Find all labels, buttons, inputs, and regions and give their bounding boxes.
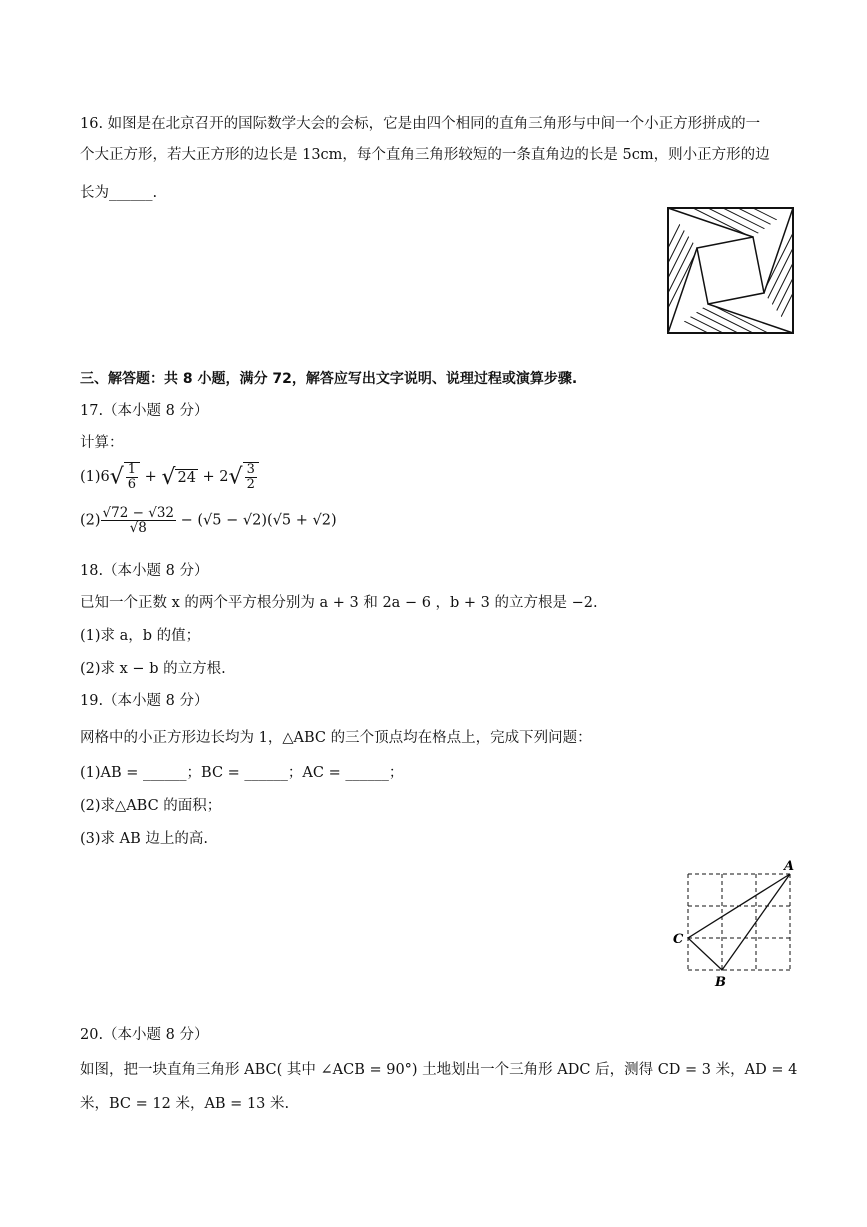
inner-square xyxy=(697,237,764,304)
dashed-grid xyxy=(688,874,790,970)
q20-line-1: 如图，把一块直角三角形 ABC( 其中 ∠ACB = 90°) 土地划出一个三角形 ADC 后，测得 CD = 3 米，AD = 4 xyxy=(80,1062,798,1078)
section-3-heading: 三、解答题：共 8 小题，满分 72，解答应写出文字说明、说理过程或演算步骤. xyxy=(80,371,578,387)
sqrt-three-halves: √ $\frac{3}{2}$ xyxy=(229,462,259,492)
q17-part-1: (1)6√ $\frac{1}{6}$ + √ 24 + 2√ $\frac{3}{2}$ xyxy=(80,462,259,492)
q20-line-2: 米，BC = 12 米，AB = 13 米. xyxy=(80,1096,290,1112)
q20-header: 20.（本小题 8 分） xyxy=(80,1027,209,1043)
vertex-label-b: B xyxy=(715,975,726,990)
q18-stem: 已知一个正数 x 的两个平方根分别为 a + 3 和 2a − 6 ，b + 3 的立方根是 −2. xyxy=(80,595,598,611)
q17-header: 17.（本小题 8 分） xyxy=(80,403,209,419)
q16-line-3: 长为______. xyxy=(80,185,158,201)
sqrt-24: √ 24 xyxy=(161,464,196,490)
q17-p2-label: (2) xyxy=(80,512,101,529)
triangle-abc xyxy=(688,874,790,970)
q19-header: 19.（本小题 8 分） xyxy=(80,693,209,709)
grid-triangle-figure xyxy=(672,858,802,990)
q17-intro: 计算： xyxy=(80,435,124,451)
zhao-shuang-figure xyxy=(668,208,793,333)
q19-part-2: (2)求△ABC 的面积； xyxy=(80,798,222,814)
q17-p2-fraction: $\frac{√72 - √32}{√8}$ xyxy=(102,505,175,536)
vertex-label-a: A xyxy=(784,859,795,874)
q16-line-1: 16. 如图是在北京召开的国际数学大会的会标，它是由四个相同的直角三角形与中间一个小正方形拼成的一 xyxy=(80,116,761,132)
q17-part-2: (2) $\frac{√72 - √32}{√8}$ − (√5 − √2)(√5 + √2) xyxy=(80,505,337,536)
q18-part-2: (2)求 x − b 的立方根. xyxy=(80,661,226,677)
q17-p1-label: (1)6 xyxy=(80,469,110,485)
q19-part-3: (3)求 AB 边上的高. xyxy=(80,831,208,847)
q16-line-2: 个大正方形，若大正方形的边长是 13cm，每个直角三角形较短的一条直角边的长是 5cm，则小正方形的边 xyxy=(80,147,770,163)
sqrt-one-sixth: √ $\frac{1}{6}$ xyxy=(110,462,140,492)
q19-stem: 网格中的小正方形边长均为 1，△ABC 的三个顶点均在格点上，完成下列问题： xyxy=(80,730,592,746)
q19-part-1: (1)AB = ______；BC = ______；AC = ______； xyxy=(80,765,404,781)
q18-header: 18.（本小题 8 分） xyxy=(80,563,209,579)
vertex-label-c: C xyxy=(673,932,684,947)
q18-part-1: (1)求 a，b 的值； xyxy=(80,628,201,644)
